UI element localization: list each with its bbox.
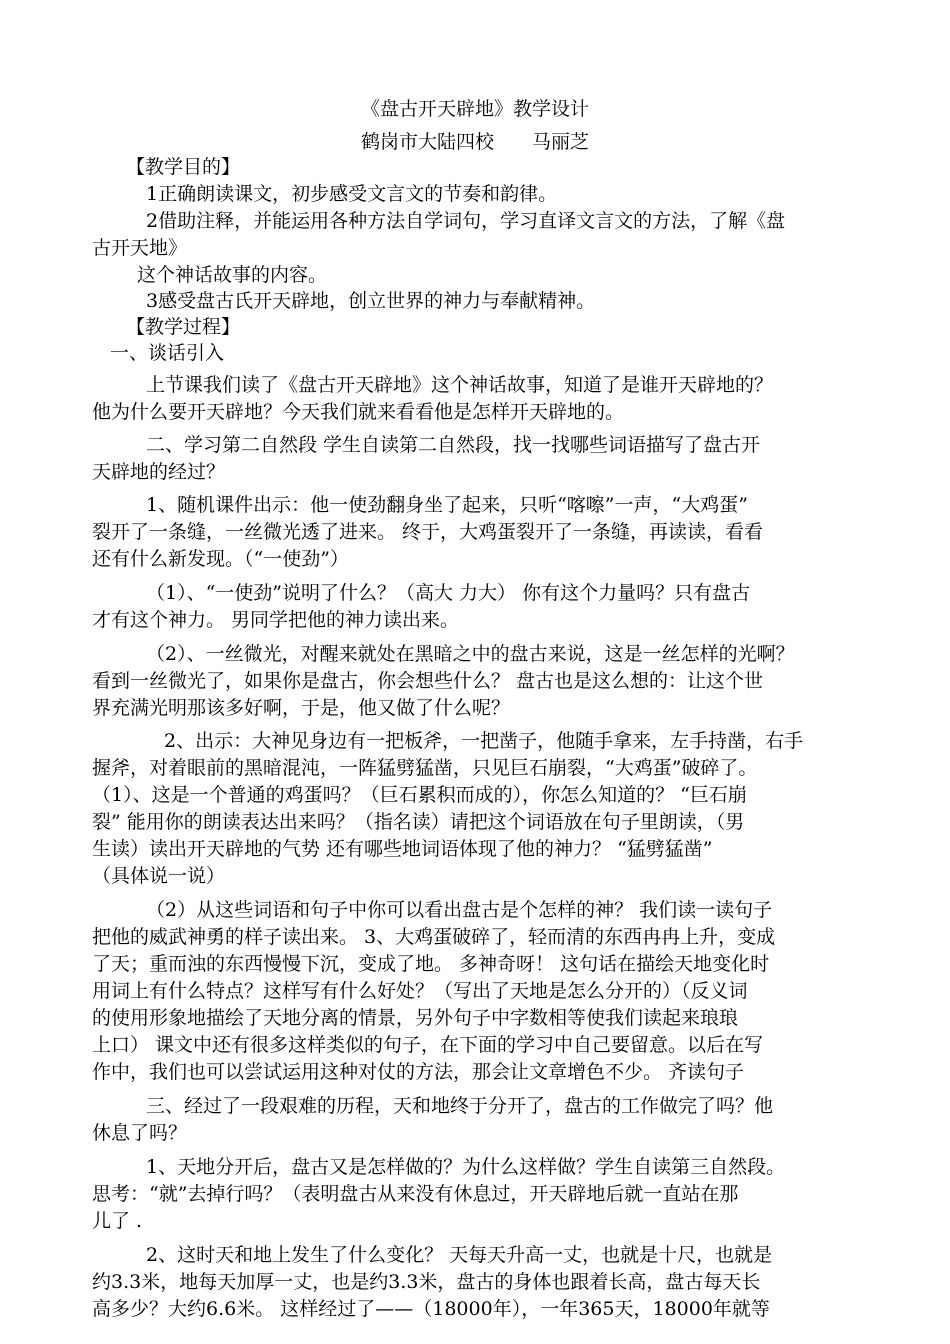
paragraph-line: 儿了 .	[92, 1210, 143, 1232]
paragraph-line: 休息了吗？	[92, 1122, 188, 1144]
paragraph-line: 作中，我们也可以尝试运用这种对仗的方法，那会让文章增色不少。 齐读句子	[92, 1061, 745, 1083]
paragraph-line: 才有这个神力。 男同学把他的神力读出来。	[92, 609, 460, 631]
paragraph-line: 约3.3米，地每天加厚一丈，也是约3.3米，盘古的身体也跟着长高，盘古每天长	[92, 1271, 761, 1293]
goal-item-2-cont2: 这个神话故事的内容。	[137, 264, 328, 286]
goal-item-3: 3感受盘古氏开天辟地，创立世界的神力与奉献精神。	[146, 290, 596, 312]
paragraph-line: 把他的威武神勇的样子读出来。 3、大鸡蛋破碎了，轻而清的东西冉冉上升，变成	[92, 926, 776, 948]
paragraph-line: 上节课我们读了《盘古开天辟地》这个神话故事，知道了是谁开天辟地的？	[146, 374, 774, 396]
paragraph-line: 裂开了一条缝，一丝微光透了进来。 终于，大鸡蛋裂开了一条缝，再读读，看看	[92, 521, 764, 543]
paragraph-line: （1）、这是一个普通的鸡蛋吗？（巨石累积而成的），你怎么知道的？ “巨石崩	[92, 784, 747, 806]
paragraph-line: 2、出示：大神见身边有一把板斧，一把凿子，他随手拿来，左手持凿，右手	[164, 730, 804, 752]
step-heading-1: 一、谈话引入	[110, 342, 225, 364]
paragraph-line: 2、这时天和地上发生了什么变化？ 天每天升高一丈，也就是十尺，也就是	[146, 1244, 773, 1266]
paragraph-line: 1、随机课件出示：他一使劲翻身坐了起来，只听“喀嚓”一声，“大鸡蛋”	[146, 494, 748, 516]
author-line: 鹤岗市大陆四校 马丽芝	[360, 131, 589, 153]
paragraph-line: 界充满光明那该多好啊，于是，他又做了什么呢？	[92, 697, 511, 719]
paragraph-line: 三、经过了一段艰难的历程，天和地终于分开了，盘古的工作做完了吗？他	[146, 1095, 774, 1117]
goal-item-2: 2借助注释，并能运用各种方法自学词句，学习直译文言文的方法，了解《盘	[146, 210, 786, 232]
paragraph-line: 生读）读出开天辟地的气势 还有哪些地词语体现了他的神力？ “猛劈猛凿”	[92, 838, 713, 860]
paragraph-line: （2）、一丝微光，对醒来就处在黑暗之中的盘古来说，这是一丝怎样的光啊？	[146, 643, 795, 665]
paragraph-line: 上口） 课文中还有很多这样类似的句子，在下面的学习中自己要留意。以后在写	[92, 1034, 764, 1056]
goal-item-2-cont: 古开天地》	[92, 237, 188, 259]
paragraph-line: 思考：“就”去掉行吗？（表明盘古从来没有休息过，开天辟地后就一直站在那	[92, 1183, 739, 1205]
paragraph-line: 1、天地分开后，盘古又是怎样做的？为什么这样做？学生自读第三自然段。	[146, 1156, 786, 1178]
paragraph-line: 看到一丝微光了，如果你是盘古，你会想些什么？ 盘古也是这么想的：让这个世	[92, 670, 764, 692]
section-heading-goals: 【教学目的】	[126, 156, 241, 178]
paragraph-line: 裂” 能用你的朗读表达出来吗？（指名读）请把这个词语放在句子里朗读，（男	[92, 811, 745, 833]
paragraph-line: 用词上有什么特点？这样写有什么好处？（写出了天地是怎么分开的）（反义词	[92, 980, 748, 1002]
paragraph-line: （具体说一说）	[92, 865, 226, 887]
paragraph-line: 还有什么新发现。（“一使劲”）	[92, 548, 349, 570]
goal-item-1: 1正确朗读课文，初步感受文言文的节奏和韵律。	[146, 183, 558, 205]
paragraph-line: 他为什么要开天辟地？今天我们就来看看他是怎样开天辟地的。	[92, 401, 625, 423]
paragraph-line: 高多少？大约6.6米。 这样经过了——（18000年），一年365天，18000年就等	[92, 1298, 770, 1320]
document-title: 《盘古开天辟地》教学设计	[360, 98, 589, 120]
paragraph-line: 了天；重而浊的东西慢慢下沉，变成了地。 多神奇呀！ 这句话在描绘天地变化时	[92, 953, 770, 975]
paragraph-line: 天辟地的经过？	[92, 461, 226, 483]
paragraph-line: 二、学习第二自然段 学生自读第二自然段，找一找哪些词语描写了盘古开	[146, 434, 761, 456]
paragraph-line: （2）从这些词语和句子中你可以看出盘古是个怎样的神？ 我们读一读句子	[146, 899, 773, 921]
paragraph-line: 的使用形象地描绘了天地分离的情景，另外句子中字数相等使我们读起来琅琅	[92, 1007, 739, 1029]
paragraph-line: 握斧，对着眼前的黑暗混沌，一阵猛劈猛凿，只见巨石崩裂，“大鸡蛋”破碎了。	[92, 757, 758, 779]
section-heading-process: 【教学过程】	[126, 316, 241, 338]
paragraph-line: （1）、“一使劲”说明了什么？（高大 力大） 你有这个力量吗？只有盘古	[146, 582, 751, 604]
